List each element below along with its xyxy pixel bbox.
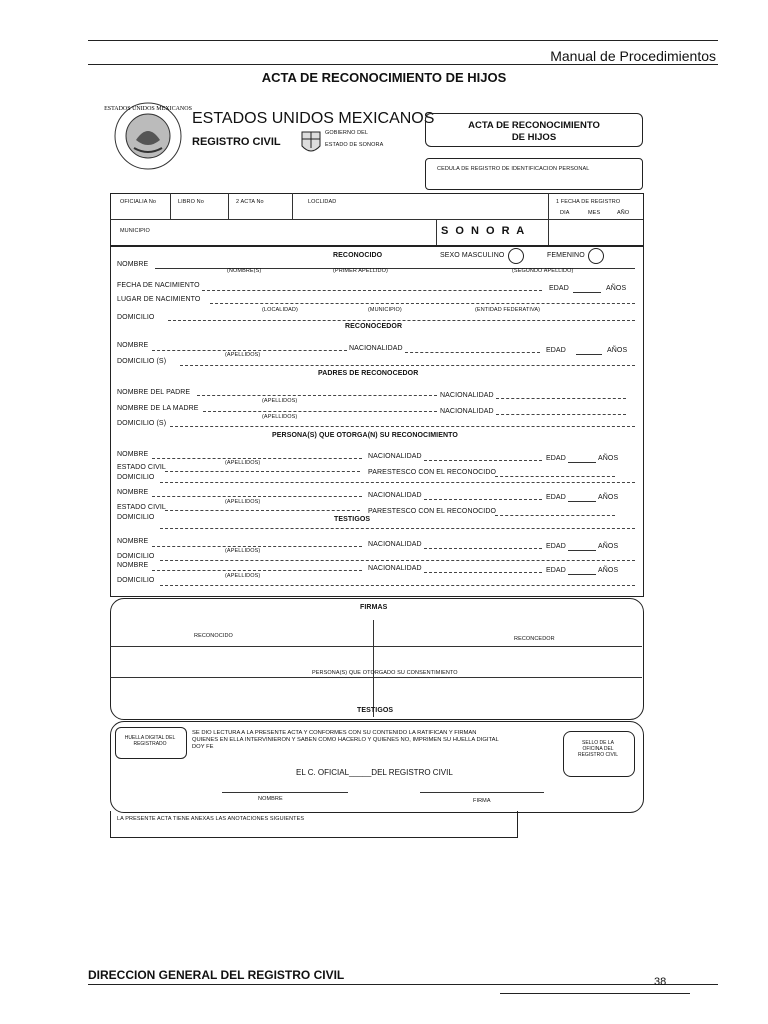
sexo-masculino-label: SEXO MASCULINO	[440, 252, 505, 259]
testigo2-edad-label: EDAD	[546, 567, 566, 574]
madre-line[interactable]	[203, 411, 437, 412]
reconocedor-edad-line[interactable]	[576, 354, 602, 355]
reconocedor-domicilio-line[interactable]	[180, 365, 635, 366]
manual-title: Manual de Procedimientos	[550, 48, 716, 64]
section-padres: PADRES DE RECONOCEDOR	[318, 370, 419, 377]
otorga1-sub-apellidos: (APELLIDOS)	[225, 460, 261, 466]
reconocedor-nacionalidad-line[interactable]	[405, 352, 540, 353]
testigo1-edad-label: EDAD	[546, 543, 566, 550]
cedula-box	[425, 158, 643, 190]
madre-nacionalidad-label: NACIONALIDAD	[440, 408, 494, 415]
testigo1-domicilio-line[interactable]	[160, 560, 635, 561]
padre-line[interactable]	[197, 395, 437, 396]
mexico-seal	[104, 100, 192, 172]
reconocedor-nombre-label: NOMBRE	[117, 342, 149, 349]
acta-title-line2: DE HIJOS	[511, 132, 557, 143]
sello-label: SELLO DE LA OFICINA DEL REGISTRO CIVIL	[577, 740, 618, 758]
otorga2-estado-civil-line[interactable]	[165, 510, 360, 511]
otorga1-parentesco-line[interactable]	[495, 476, 615, 477]
testigo2-nombre-line[interactable]	[152, 570, 362, 571]
otorga1-nombre-label: NOMBRE	[117, 451, 149, 458]
otorga2-anos-label: AÑOS	[598, 494, 619, 501]
svg-text:ESTADOS UNIDOS MEXICANOS: ESTADOS UNIDOS MEXICANOS	[104, 106, 192, 112]
testigo2-nacionalidad-line[interactable]	[424, 572, 542, 573]
otorga2-nombre-line[interactable]	[152, 496, 362, 497]
section-reconocido: RECONOCIDO	[333, 252, 383, 259]
form-country: ESTADOS UNIDOS MEXICANOS	[192, 110, 435, 127]
acta-no-label: 2 ACTA No	[236, 199, 264, 205]
form-gov: GOBIERNO DEL	[325, 130, 369, 136]
testigo2-nombre-label: NOMBRE	[117, 562, 149, 569]
otorga1-edad-line[interactable]	[568, 462, 596, 463]
libro-label: LIBRO No	[178, 199, 204, 205]
fecha-nacimiento-label: FECHA DE NACIMIENTO	[117, 282, 200, 289]
reconocido-anos-label: AÑOS	[606, 285, 627, 292]
otorga2-domicilio-label: DOMICILIO	[117, 514, 155, 521]
oficial-firma-line[interactable]	[420, 792, 544, 793]
header-top-rule	[88, 40, 718, 41]
testigo2-domicilio-line[interactable]	[160, 585, 635, 586]
testigo2-sub-apellidos: (APELLIDOS)	[225, 573, 261, 579]
femenino-label: FEMENINO	[547, 252, 585, 259]
oficial-label: EL C. OFICIAL_____DEL REGISTRO CIVIL	[296, 768, 453, 777]
testigos-top-line	[160, 528, 635, 529]
anexas-label: LA PRESENTE ACTA TIENE ANEXAS LAS ANOTACIONES SIGUIENTES	[117, 816, 305, 822]
testigo1-nacionalidad-label: NACIONALIDAD	[368, 541, 422, 548]
otorga2-edad-label: EDAD	[546, 494, 566, 501]
header-bottom-rule	[88, 64, 718, 65]
oficial-nombre-line[interactable]	[222, 792, 348, 793]
sub-municipio: (MUNICIPIO)	[368, 307, 402, 313]
municipio-label: MUNICIPIO	[120, 228, 150, 234]
acta-title-line1: ACTA DE RECONOCIMIENTO	[468, 120, 600, 131]
padre-sub-apellidos: (APELLIDOS)	[262, 398, 298, 404]
firma-otorgado-label: PERSONA(S) QUE OTORGADO SU CONSENTIMIENTO	[312, 670, 458, 676]
lectura-text: SE DIO LECTURA A LA PRESENTE ACTA Y CONFORMES CON SU CONTENIDO LA RATIFICAN Y FIRMAN QUIENES EN ELLA INTERVINIERON Y SABEN COMO HACERLO Y QUIENES NO, IMPRIMEN SU HUELLA DIGITAL DOY FE	[192, 730, 499, 750]
sub-segundo-apellido: (SEGUNDO APELLIDO)	[512, 268, 574, 274]
reconocedor-domicilio-label: DOMICILIO (S)	[117, 358, 167, 365]
otorga1-estado-civil-label: ESTADO CIVIL	[117, 464, 166, 471]
sub-primer-apellido: (PRIMER APELLIDO)	[333, 268, 388, 274]
reconocido-edad-label: EDAD	[549, 285, 569, 292]
section-reconocedor: RECONOCEDOR	[345, 323, 403, 330]
footer-rule-2	[500, 993, 690, 994]
firmas-box	[110, 598, 644, 720]
oficialia-label: OFICIALIA No	[120, 199, 157, 205]
mes-label: MES	[588, 210, 601, 216]
otorga2-nombre-label: NOMBRE	[117, 489, 149, 496]
section-otorga: PERSONA(S) QUE OTORGA(N) SU RECONOCIMIENTO	[272, 432, 458, 439]
footer-rule	[88, 984, 718, 985]
otorga1-nacionalidad-label: NACIONALIDAD	[368, 453, 422, 460]
testigo1-anos-label: AÑOS	[598, 543, 619, 550]
madre-nacionalidad-line[interactable]	[496, 414, 626, 415]
firma-testigos-label: TESTIGOS	[357, 707, 394, 714]
section-testigos: TESTIGOS	[334, 516, 371, 523]
section-firmas: FIRMAS	[360, 604, 388, 611]
reconocido-domicilio-label: DOMICILIO	[117, 314, 155, 321]
cedula-label: CEDULA DE REGISTRO DE IDENTIFICACION PERSONAL	[437, 166, 590, 172]
testigo2-domicilio-label: DOMICILIO	[117, 577, 155, 584]
otorga2-nacionalidad-label: NACIONALIDAD	[368, 492, 422, 499]
otorga1-nacionalidad-line[interactable]	[424, 460, 542, 461]
reconocedor-edad-label: EDAD	[546, 347, 566, 354]
firma-reconocido-label: RECONOCIDO	[194, 633, 233, 639]
otorga1-estado-civil-line[interactable]	[165, 471, 360, 472]
otorga1-parentesco-label: PARESTESCO CON EL RECONOCIDO	[368, 469, 497, 476]
otorga2-sub-apellidos: (APELLIDOS)	[225, 499, 261, 505]
otorga2-nacionalidad-line[interactable]	[424, 499, 542, 500]
firma-reconocedor-label: RECONCEDOR	[514, 636, 555, 642]
fecha-nacimiento-line[interactable]	[202, 290, 542, 291]
sexo-femenino-checkbox[interactable]	[588, 248, 604, 264]
testigo1-nacionalidad-line[interactable]	[424, 548, 542, 549]
testigo2-anos-label: AÑOS	[598, 567, 619, 574]
sub-localidad: (LOCALIDAD)	[262, 307, 298, 313]
reconocedor-nacionalidad-label: NACIONALIDAD	[349, 345, 403, 352]
dia-label: DIA	[560, 210, 570, 216]
otorga1-edad-label: EDAD	[546, 455, 566, 462]
otorga1-domicilio-label: DOMICILIO	[117, 474, 155, 481]
otorga1-domicilio-line[interactable]	[160, 482, 635, 483]
otorga2-estado-civil-label: ESTADO CIVIL	[117, 504, 166, 511]
madre-sub-apellidos: (APELLIDOS)	[262, 414, 298, 420]
sonora-emblem	[300, 130, 322, 156]
oficial-firma-label: FIRMA	[473, 798, 491, 804]
form-state: ESTADO DE SONORA	[325, 142, 384, 148]
otorga1-nombre-line[interactable]	[152, 458, 362, 459]
testigo1-sub-apellidos: (APELLIDOS)	[225, 548, 261, 554]
padre-nacionalidad-label: NACIONALIDAD	[440, 392, 494, 399]
testigo1-domicilio-label: DOMICILIO	[117, 553, 155, 560]
localidad-label: LOCLIDAD	[308, 199, 337, 205]
huella-label: HUELLA DIGITAL DEL REGISTRADO	[124, 735, 176, 747]
reconocedor-sub-apellidos: (APELLIDOS)	[225, 352, 261, 358]
reconocido-domicilio-line[interactable]	[168, 320, 635, 321]
reconocido-nombre-label: NOMBRE	[117, 261, 149, 268]
padre-label: NOMBRE DEL PADRE	[117, 389, 191, 396]
ano-label: AÑO	[617, 210, 630, 216]
otorga2-parentesco-line[interactable]	[495, 515, 615, 516]
fecha-registro-label: 1 FECHA DE REGISTRO	[556, 199, 621, 205]
madre-label: NOMBRE DE LA MADRE	[117, 405, 199, 412]
reconocedor-anos-label: AÑOS	[607, 347, 628, 354]
otorga1-anos-label: AÑOS	[598, 455, 619, 462]
reconocedor-nombre-line[interactable]	[152, 350, 347, 351]
lugar-nacimiento-line[interactable]	[210, 303, 635, 304]
testigo1-nombre-label: NOMBRE	[117, 538, 149, 545]
sub-entidad: (ENTIDAD FEDERATIVA)	[475, 307, 541, 313]
form-registry: REGISTRO CIVIL	[192, 136, 281, 148]
oficial-nombre-label: NOMBRE	[258, 796, 283, 802]
page-title: ACTA DE RECONOCIMIENTO DE HIJOS	[261, 70, 507, 85]
otorga2-edad-line[interactable]	[568, 501, 596, 502]
lugar-nacimiento-label: LUGAR DE NACIMIENTO	[117, 296, 201, 303]
testigo2-nacionalidad-label: NACIONALIDAD	[368, 565, 422, 572]
padres-domicilio-line[interactable]	[170, 426, 635, 427]
sexo-masculino-checkbox[interactable]	[508, 248, 524, 264]
footer-org: DIRECCION GENERAL DEL REGISTRO CIVIL	[88, 968, 345, 982]
testigo1-nombre-line[interactable]	[152, 546, 362, 547]
reconocido-edad-line[interactable]	[573, 292, 601, 293]
testigo2-edad-line[interactable]	[568, 574, 596, 575]
padre-nacionalidad-line[interactable]	[496, 398, 626, 399]
page-number: 38	[654, 976, 667, 988]
estado-sonora: S O N O R A	[441, 225, 527, 237]
padres-domicilio-label: DOMICILIO (S)	[117, 420, 167, 427]
sub-nombres: (NOMBRE(S)	[227, 268, 262, 274]
otorga2-parentesco-label: PARESTESCO CON EL RECONOCIDO	[368, 508, 497, 515]
testigo1-edad-line[interactable]	[568, 550, 596, 551]
